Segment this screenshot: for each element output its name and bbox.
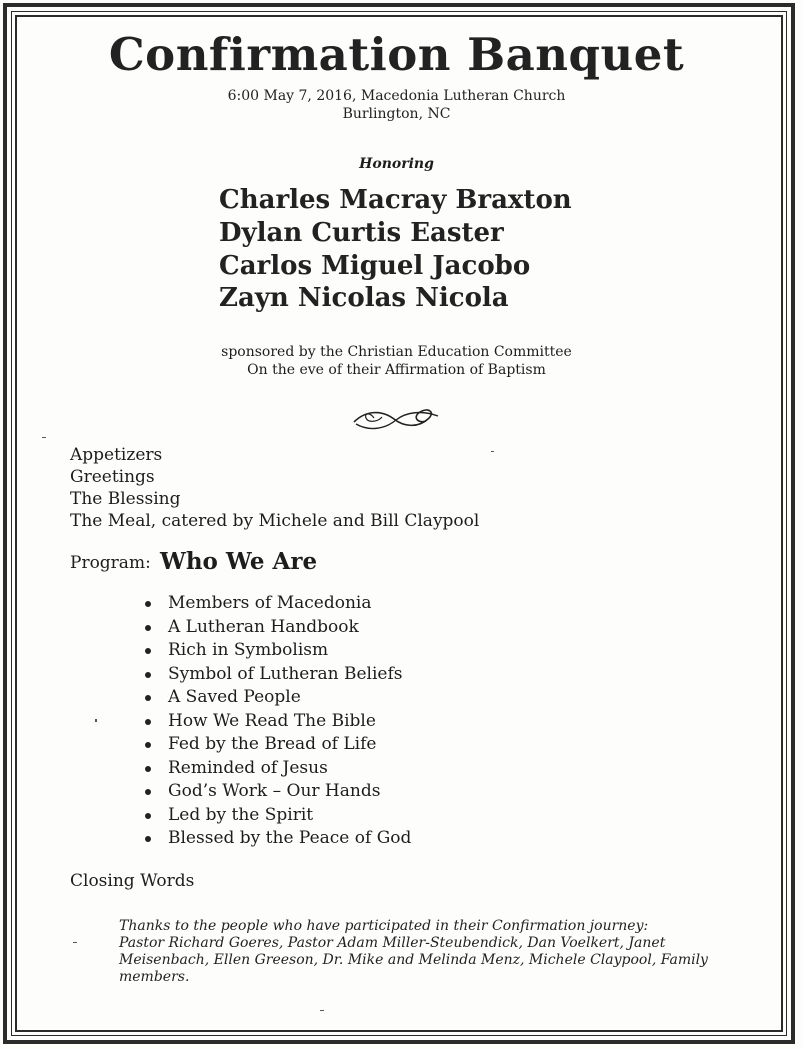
list-item	[140, 780, 411, 804]
event-datetime-line: 6:00 May 7, 2016, Macedonia Lutheran Church	[227, 88, 566, 104]
scan-speck	[73, 942, 77, 943]
page-title: Confirmation Banquet	[108, 28, 685, 81]
bullet-icon	[145, 625, 151, 631]
list-item-label: Reminded of Jesus	[168, 757, 328, 778]
scan-speck	[95, 719, 97, 722]
list-item-label: Symbol of Lutheran Beliefs	[168, 663, 403, 684]
agenda-item: The Meal, catered by Michele and Bill Claypool	[70, 511, 480, 531]
list-item	[140, 592, 411, 616]
list-item	[140, 616, 411, 640]
list-item-label: A Saved People	[168, 687, 301, 707]
scan-speck	[491, 451, 494, 452]
occasion-line: On the eve of their Affirmation of Baptism	[247, 362, 546, 378]
scan-speck	[320, 1010, 324, 1011]
bullet-icon	[145, 648, 151, 654]
honoree-name: Dylan Curtis Easter	[219, 218, 504, 248]
thanks-intro: Thanks to the people who have participated in their Confirmation journey:	[119, 918, 649, 934]
agenda-item: The Blessing	[70, 489, 181, 509]
scan-speck	[42, 437, 46, 438]
flourish-ornament	[352, 404, 442, 438]
honoring-label: Honoring	[359, 156, 434, 172]
agenda-item: Greetings	[70, 467, 155, 487]
list-item-label: Rich in Symbolism	[168, 640, 329, 660]
list-item	[140, 757, 411, 781]
list-item	[140, 827, 411, 851]
thanks-names: Pastor Richard Goeres, Pastor Adam Miller-Steubendick, Dan Voelkert, Janet Meisenbach, Ellen Greeson, Dr. Mike and Melinda Menz, Michele Claypool, Family members.	[119, 935, 708, 985]
list-item-label: A Lutheran Handbook	[168, 616, 359, 637]
list-item	[140, 686, 411, 710]
list-item-label: Led by the Spirit	[168, 804, 314, 825]
bullet-icon	[145, 789, 151, 795]
list-item-label: God’s Work – Our Hands	[168, 781, 381, 801]
bullet-icon	[145, 836, 151, 842]
list-item-label: Members of Macedonia	[168, 593, 372, 613]
bullet-icon	[145, 601, 151, 607]
bullet-icon	[145, 672, 151, 678]
list-item	[140, 804, 411, 828]
event-location-line: Burlington, NC	[342, 106, 451, 122]
bullet-icon	[145, 695, 151, 701]
honoree-name: Charles Macray Braxton	[219, 185, 572, 215]
list-item	[140, 663, 411, 687]
list-item	[140, 710, 411, 734]
program-title: Who We Are	[160, 548, 318, 575]
bullet-icon	[145, 742, 151, 748]
program-label: Program:	[70, 553, 151, 573]
thanks-note	[119, 918, 739, 986]
list-item-label: Fed by the Bread of Life	[168, 734, 377, 754]
sponsor-line: sponsored by the Christian Education Committee	[221, 344, 572, 360]
bullet-icon	[145, 766, 151, 772]
list-item	[140, 733, 411, 757]
bullet-icon	[145, 719, 151, 725]
program-list	[140, 592, 411, 851]
list-item	[140, 639, 411, 663]
agenda-item: Appetizers	[70, 445, 163, 465]
list-item-label: How We Read The Bible	[168, 710, 376, 731]
honoree-name: Carlos Miguel Jacobo	[219, 251, 531, 281]
closing-words: Closing Words	[70, 871, 195, 891]
list-item-label: Blessed by the Peace of God	[168, 828, 412, 848]
bullet-icon	[145, 813, 151, 819]
honoree-name: Zayn Nicolas Nicola	[219, 283, 509, 313]
